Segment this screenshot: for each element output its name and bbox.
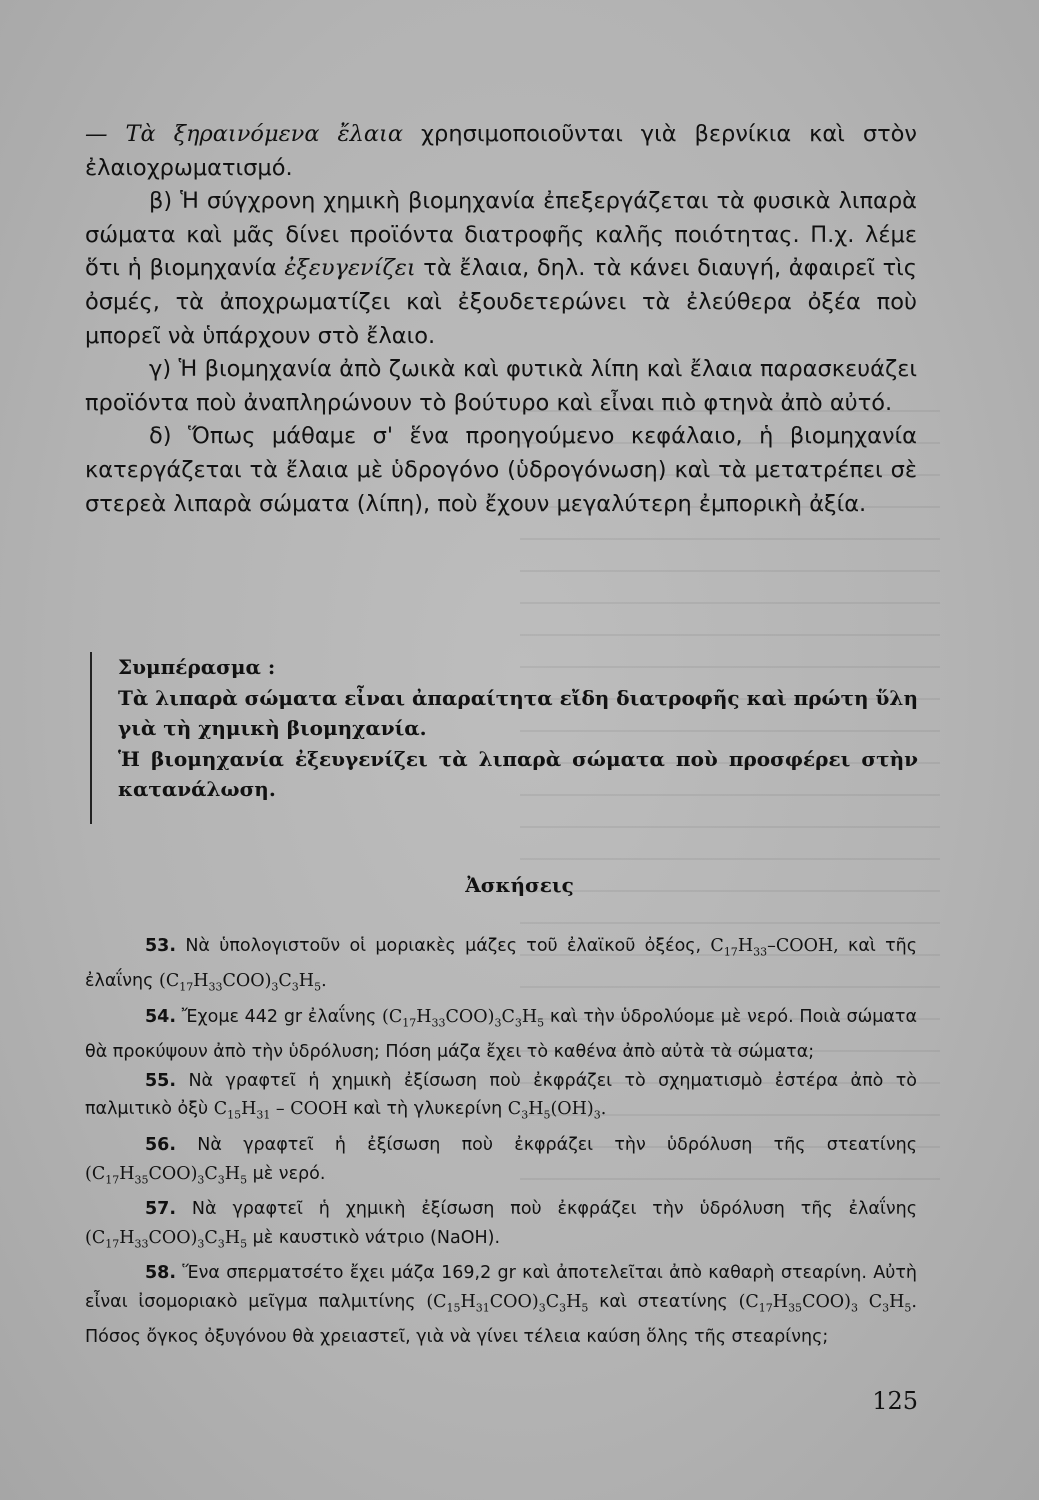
- conclusion-title: Συμπέρασμα :: [118, 655, 276, 679]
- paragraph-c: γ) Ἡ βιομηχανία ἀπὸ ζωικὰ καὶ φυτικὰ λίπη καὶ ἔλαια παρασκευάζει προϊόντα ποὺ ἀναπληρώνουν τὸ βούτυρο καὶ εἶναι πιὸ φτηνὰ ἀπὸ αὐτό.: [85, 356, 917, 416]
- exercise-55: 55. Νὰ γραφτεῖ ἡ χημικὴ ἐξίσωση ποὺ ἐκφράζει τὸ σχηματισμὸ ἐστέρα ἀπὸ τὸ παλμιτικὸ ὀξὺ $C_{15}H_{31}$ – COOH καὶ τὴ γλυκερίνη $C_3H_5(OH)_3$.: [85, 1070, 917, 1122]
- exercise-58: 58. Ἕνα σπερματσέτο ἔχει μάζα 169,2 gr καὶ ἀποτελεῖται ἀπὸ καθαρὴ στεαρίνη. Αὐτὴ εἶναι ἰσομοριακὸ μεῖγμα παλμιτίνης $(C_{15}H_{31}COO)_3C_3H_5$ καὶ στεατίνης $(C_{17}H_{35}COO)_3$ $C_3H_5$. Πόσος ὄγκος ὀξυγόνου θὰ χρειαστεῖ, γιὰ νὰ γίνει τέλεια καύση ὅλης τῆς στεαρίνης;: [85, 1262, 917, 1348]
- conclusion-line-1: Τὰ λιπαρὰ σώματα εἶναι ἀπαραίτητα εἴδη διατροφῆς καὶ πρώτη ὕλη γιὰ τὴ χημικὴ βιομηχανία.: [118, 685, 918, 740]
- exercise-54: 54. Ἔχομε 442 gr ἐλαΐνης $(C_{17}H_{33}COO)_3C_3H_5$ καὶ τὴν ὑδρολύομε μὲ νερό. Ποιὰ σώματα θὰ προκύψουν ἀπὸ τὴν ὑδρόλυση; Πόση μάζα ἔχει τὸ καθένα ἀπὸ αὐτὰ τὰ σώματα;: [85, 1006, 917, 1062]
- paragraph-drying-oils: — Τὰ ξηραινόμενα ἔλαια χρησιμοποιοῦνται γιὰ βερνίκια καὶ στὸν ἐλαιοχρωματισμό.: [85, 121, 917, 181]
- exercises-list: [85, 932, 917, 1352]
- exercise-56: 56. Νὰ γραφτεῖ ἡ ἐξίσωση ποὺ ἐκφράζει τὴν ὑδρόλυση τῆς στεατίνης $(C_{17}H_{35}COO)_3C_3H_5$ μὲ νερό.: [85, 1134, 917, 1187]
- conclusion-line-2: Ἡ βιομηχανία ἐξευγενίζει τὰ λιπαρὰ σώματα ποὺ προσφέρει στὴν κατανάλωση.: [118, 746, 918, 801]
- page-number: 125: [872, 1387, 918, 1415]
- exercise-57: 57. Νὰ γραφτεῖ ἡ χημικὴ ἐξίσωση ποὺ ἐκφράζει τὴν ὑδρόλυση τῆς ἐλαΐνης $(C_{17}H_{33}COO)_3C_3H_5$ μὲ καυστικὸ νάτριο (NaOH).: [85, 1198, 917, 1251]
- italic-drying-oils: — Τὰ ξηραινόμενα ἔλαια: [85, 121, 404, 147]
- exercise-53: 53. Νὰ ὑπολογιστοῦν οἱ μοριακὲς μάζες τοῦ ἐλαϊκοῦ ὀξέος, $C_{17}H_{33}$–COOH, καὶ τῆς ἐλαΐνης $(C_{17}H_{33}COO)_3C_3H_5$.: [85, 936, 917, 994]
- exercises-heading: Ἀσκήσεις: [465, 873, 574, 897]
- paragraph-b: β) Ἡ σύγχρονη χημικὴ βιομηχανία ἐπεξεργάζεται τὰ φυσικὰ λιπαρὰ σώματα καὶ μᾶς δίνει προϊόντα διατροφῆς καλῆς ποιότητας. Π.χ. λέμε ὅτι ἡ βιομηχανία ἐξευγενίζει τὰ ἔλαια, δηλ. τὰ κάνει διαυγή, ἀφαιρεῖ τὶς ὀσμές, τὰ ἀποχρωματίζει καὶ ἐξουδετερώνει τὰ ἐλεύθερα ὀξέα ποὺ μπορεῖ νὰ ὑπάρχουν στὸ ἔλαιο.: [85, 188, 917, 349]
- conclusion-box: [90, 652, 918, 824]
- body-text: [85, 118, 917, 521]
- italic-refines: ἐξευγενίζει: [284, 255, 416, 282]
- paragraph-d: δ) Ὅπως μάθαμε σ' ἕνα προηγούμενο κεφάλαιο, ἡ βιομηχανία κατεργάζεται τὰ ἔλαια μὲ ὑδρογόνο (ὑδρογόνωση) καὶ τὰ μετατρέπει σὲ στερεὰ λιπαρὰ σώματα (λίπη), ποὺ ἔχουν μεγαλύτερη ἐμπορικὴ ἀξία.: [85, 423, 917, 517]
